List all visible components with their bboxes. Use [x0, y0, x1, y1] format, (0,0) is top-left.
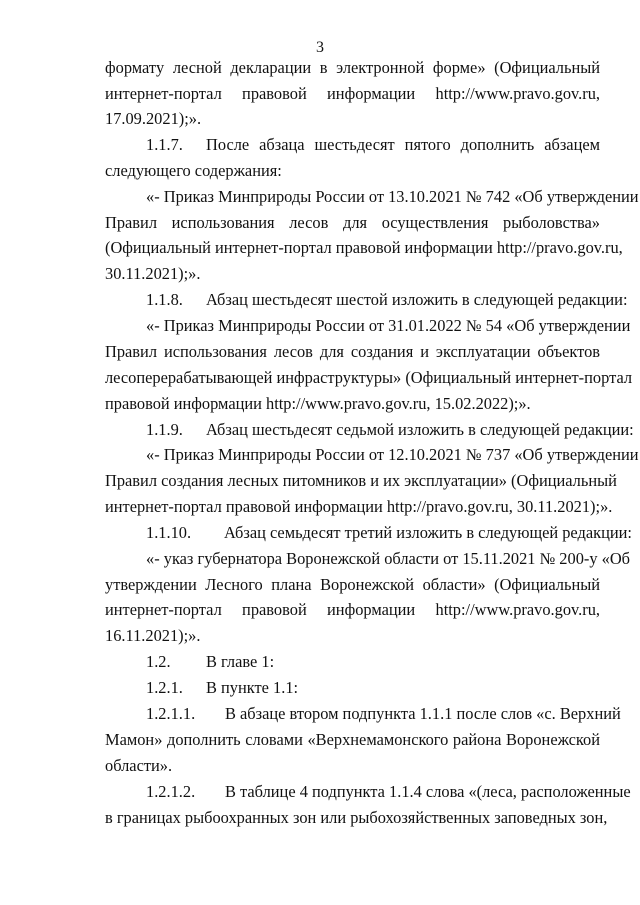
- paragraph-heading: [146, 650, 600, 674]
- text-line: «- Приказ Минприроды России от 12.10.2021 № 737 «Об утверждении: [146, 445, 639, 464]
- text-line: В пункте 1.1:: [206, 678, 299, 697]
- text-line: Правил создания лесных питомников и их эксплуатации» (Официальный: [105, 471, 617, 490]
- text-line: В абзаце втором подпункта 1.1.1 после слов «с. Верхний: [225, 704, 621, 723]
- text-line: Правил использования лесов для создания и эксплуатации объектов: [105, 342, 600, 361]
- text-line: интернет-портал правовой информации http://www.pravo.gov.ru,: [105, 84, 600, 103]
- item-number: 1.2.1.: [146, 678, 183, 697]
- text-line: интернет-портал правовой информации http://www.pravo.gov.ru,: [105, 600, 600, 619]
- paragraph-heading: [146, 780, 631, 804]
- text-line: Абзац шестьдесят седьмой изложить в следующей редакции:: [206, 420, 634, 439]
- text-line: лесоперерабатывающей инфраструктуры» (Официальный интернет-портал: [105, 368, 633, 387]
- text-line: В таблице 4 подпункта 1.1.4 слова «(леса, расположенные: [225, 782, 631, 801]
- item-number: 1.2.1.2.: [146, 782, 196, 801]
- item-number: 1.1.9.: [146, 420, 183, 439]
- item-number: 1.1.8.: [146, 290, 183, 309]
- page-number: 3: [316, 39, 324, 56]
- text-line: Мамон» дополнить словами «Верхнемамонского района Воронежской: [105, 730, 600, 749]
- text-line: 16.11.2021);».: [105, 626, 201, 645]
- text-line: 30.11.2021);».: [105, 264, 201, 283]
- text-line: 17.09.2021);».: [105, 109, 202, 128]
- text-line: правовой информации http://www.pravo.gov.ru, 15.02.2022);».: [105, 394, 531, 413]
- text-line: В главе 1:: [206, 652, 275, 671]
- text-line: «- указ губернатора Воронежской области от 15.11.2021 № 200-у «Об: [146, 549, 631, 568]
- item-number: 1.1.10.: [146, 523, 192, 542]
- paragraph-heading: [146, 288, 628, 312]
- text-line: «- Приказ Минприроды России от 31.01.2022 № 54 «Об утверждении: [146, 316, 631, 335]
- text-line: После абзаца шестьдесят пятого дополнить абзацем: [206, 135, 600, 154]
- paragraph-heading: [146, 702, 621, 726]
- paragraph-heading: [146, 133, 600, 157]
- text-line: Правил использования лесов для осуществления рыболовства»: [105, 213, 600, 232]
- item-number: 1.2.: [146, 652, 171, 671]
- text-line: Абзац семьдесят третий изложить в следующей редакции:: [224, 523, 632, 542]
- text-line: интернет-портал правовой информации http://pravo.gov.ru, 30.11.2021);».: [105, 497, 613, 516]
- paragraph-heading: [146, 676, 600, 700]
- text-line: Абзац шестьдесят шестой изложить в следующей редакции:: [206, 290, 628, 309]
- text-line: утверждении Лесного плана Воронежской области» (Официальный: [105, 575, 600, 594]
- paragraph-heading: [146, 521, 632, 545]
- text-line: форматy лесной декларации в электронной форме» (Официальный: [105, 58, 600, 77]
- text-line: в границах рыбоохранных зон или рыбохозяйственных заповедных зон,: [105, 808, 608, 827]
- text-line: следующего содержания:: [105, 161, 282, 180]
- paragraph-heading: [146, 418, 634, 442]
- item-number: 1.1.7.: [146, 135, 183, 154]
- item-number: 1.2.1.1.: [146, 704, 196, 723]
- text-line: (Официальный интернет-портал правовой информации http://pravo.gov.ru,: [105, 238, 623, 257]
- text-line: области».: [105, 756, 173, 775]
- text-line: «- Приказ Минприроды России от 13.10.2021 № 742 «Об утверждении: [146, 187, 639, 206]
